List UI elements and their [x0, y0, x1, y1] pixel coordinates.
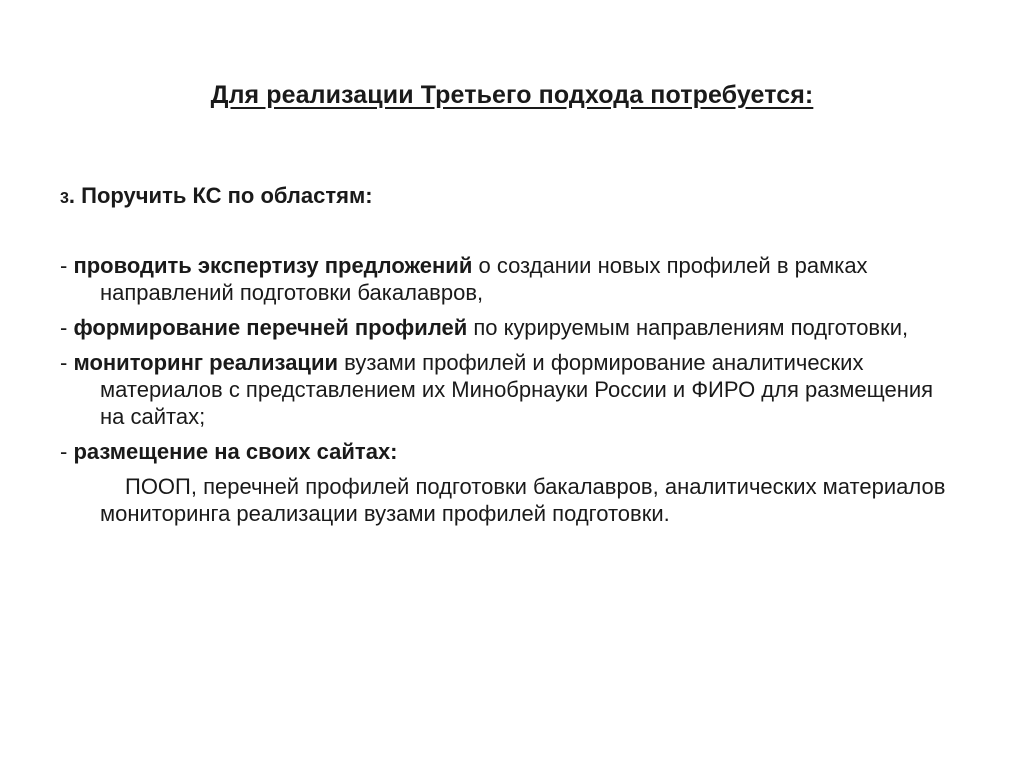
item-dash: - — [60, 253, 74, 278]
item-dash: - — [60, 350, 74, 375]
list-item-monitoring — [60, 349, 960, 430]
publishing-details: ПООП, перечней профилей подготовки бакалавров, аналитических материалов мониторинга реализации вузами профилей подготовки. — [100, 474, 946, 526]
item-text: о создании новых профилей в рамках направлений подготовки бакалавров, — [100, 253, 868, 305]
item-dash: - — [60, 439, 74, 464]
item-dash: - — [60, 315, 74, 340]
slide-title: Для реализации Третьего подхода потребуется: — [210, 81, 814, 109]
list-item-expertise — [60, 252, 960, 306]
item-text: вузами профилей и формирование аналитических материалов с представлением их Минобрнауки России и ФИРО для размещения на сайтах; — [100, 350, 934, 429]
item-bold-text: формирование перечней профилей — [73, 315, 468, 340]
list-item-profile-lists — [60, 314, 960, 341]
item-bold-text: мониторинг реализации — [73, 350, 339, 375]
list-item-publishing — [60, 438, 960, 465]
item-text: по курируемым направлениям подготовки, — [467, 315, 909, 340]
section-number: 3 — [60, 190, 69, 207]
item-bold-text: проводить экспертизу предложений — [73, 253, 473, 278]
section-heading — [60, 182, 960, 212]
section-heading-text: . Поручить КС по областям: — [68, 183, 373, 208]
item-bold-text: размещение на своих сайтах: — [73, 439, 398, 464]
slide-body — [60, 182, 960, 527]
